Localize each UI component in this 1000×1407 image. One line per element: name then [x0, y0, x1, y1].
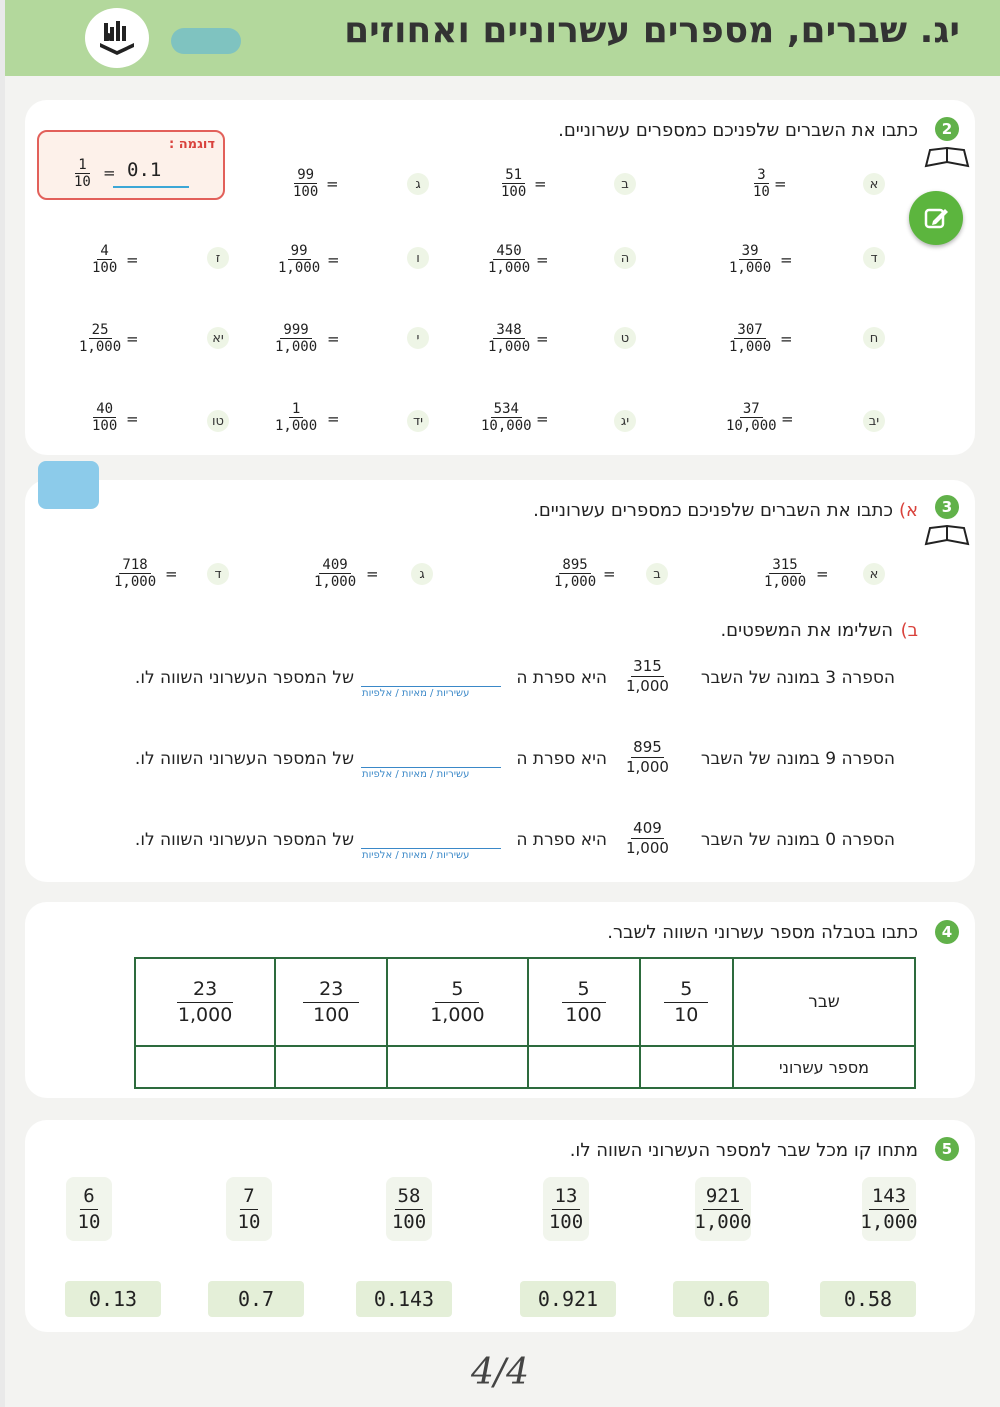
- fraction-numerator: 13: [552, 1187, 581, 1210]
- fraction-numerator: 315: [769, 558, 800, 574]
- answer-hint: עשיריות / מאיות / אלפיות: [362, 769, 470, 780]
- fraction-denominator: 100: [501, 184, 527, 200]
- fraction-denominator: 100: [92, 260, 118, 276]
- equals-sign: =: [816, 565, 829, 583]
- fraction-numerator: 23: [303, 980, 359, 1003]
- equals-sign: =: [126, 330, 139, 348]
- fraction-denominator: 1,000: [177, 1003, 233, 1026]
- item-letter: י: [407, 327, 429, 349]
- q2-item-fraction: [89, 402, 120, 433]
- q2-item-fraction: [272, 402, 320, 433]
- match-fraction[interactable]: [226, 1177, 272, 1241]
- fraction-denominator: 100: [391, 1210, 427, 1233]
- fraction-numerator: 450: [493, 244, 524, 260]
- item-letter: יב: [863, 410, 885, 432]
- fraction-numerator: 25: [89, 323, 112, 339]
- match-fraction[interactable]: [862, 1177, 916, 1241]
- fraction-denominator: 1,000: [554, 574, 597, 590]
- fraction-denominator: 1,000: [114, 574, 157, 590]
- fraction-denominator: 100: [565, 1003, 602, 1026]
- item-letter: ג: [407, 173, 429, 195]
- fraction-numerator: 6: [80, 1187, 97, 1210]
- table-cell: [135, 958, 275, 1046]
- equals-sign: =: [366, 565, 379, 583]
- equals-sign: =: [327, 410, 340, 428]
- header-decoration: [171, 28, 241, 54]
- fraction-numerator: 348: [493, 323, 524, 339]
- match-fraction[interactable]: [543, 1177, 589, 1241]
- book-icon: [924, 524, 970, 550]
- item-letter: ה: [614, 247, 636, 269]
- part-b-letter: ב): [900, 620, 918, 641]
- equals-sign: =: [781, 410, 794, 428]
- fraction-denominator: 1,000: [626, 677, 669, 695]
- q2-item-fraction: [723, 402, 780, 433]
- item-letter: טו: [207, 410, 229, 432]
- library-icon: [85, 8, 149, 68]
- sentence-fraction: [624, 821, 671, 856]
- fraction-denominator: 10: [753, 184, 770, 200]
- item-letter: יג: [614, 410, 636, 432]
- item-letter: ג: [411, 563, 433, 585]
- fraction-numerator: 5: [562, 980, 606, 1003]
- question-5-number: 5: [935, 1137, 959, 1161]
- fraction-denominator: 10: [237, 1210, 261, 1233]
- fraction-denominator: 10: [674, 1003, 699, 1026]
- item-letter: ד: [207, 563, 229, 585]
- item-letter: ב: [646, 563, 668, 585]
- q2-item-fraction: [275, 244, 323, 275]
- fraction-numerator: 315: [633, 657, 662, 675]
- fraction-numerator: 143: [869, 1187, 909, 1210]
- fraction-numerator: 23: [177, 980, 233, 1003]
- fraction-numerator: 409: [319, 558, 350, 574]
- example-box: [37, 130, 225, 200]
- equals-sign: =: [536, 251, 549, 269]
- example-underline: [113, 186, 189, 188]
- match-decimal[interactable]: 0.13: [65, 1281, 161, 1317]
- fraction-numerator: 921: [703, 1187, 743, 1210]
- fraction-numerator: 409: [633, 819, 662, 837]
- example-label: דוגמה :: [169, 137, 215, 152]
- question-4-number: 4: [935, 920, 959, 944]
- answer-hint: עשיריות / מאיות / אלפיות: [362, 688, 470, 699]
- fraction-numerator: 1: [289, 402, 303, 418]
- q2-item-fraction: [498, 168, 529, 199]
- q2-item-fraction: [485, 323, 533, 354]
- answer-cell[interactable]: [387, 1046, 527, 1088]
- equals-sign: =: [780, 330, 793, 348]
- fraction-numerator: 534: [491, 402, 522, 418]
- match-decimal[interactable]: 0.7: [208, 1281, 304, 1317]
- question-4-instruction: כתבו בטבלה מספר עשרוני השווה לשבר.: [607, 922, 918, 943]
- fraction-denominator: 1,000: [860, 1210, 918, 1233]
- fraction-denominator: 10,000: [481, 418, 532, 434]
- q2-item-fraction: [726, 323, 774, 354]
- row-header-fraction: שבר: [733, 958, 915, 1046]
- item-letter: ז: [207, 247, 229, 269]
- item-letter: ח: [863, 327, 885, 349]
- question-2-instruction: כתבו את השברים שלפניכם כמספרים עשרוניים.: [558, 120, 918, 141]
- fraction-denominator: 100: [313, 1003, 350, 1026]
- fraction-numerator: 40: [93, 402, 116, 418]
- q3-item-fraction: [551, 558, 599, 589]
- table-row: [135, 1046, 915, 1088]
- fraction-denominator: 1,000: [314, 574, 357, 590]
- equals-sign: =: [126, 251, 139, 269]
- equals-sign: =: [327, 251, 340, 269]
- fraction-denominator: 1,000: [729, 260, 772, 276]
- question-5-instruction: מתחו קו מכל שבר למספר העשרוני השווה לו.: [569, 1140, 918, 1161]
- fraction-numerator: 1: [75, 158, 89, 174]
- table-row: [135, 958, 915, 1046]
- fraction-numerator: 895: [559, 558, 590, 574]
- fraction-numerator: 999: [280, 323, 311, 339]
- sentence-fraction: [624, 740, 671, 775]
- fraction-numerator: 58: [395, 1187, 424, 1210]
- match-decimal[interactable]: 0.143: [356, 1281, 452, 1317]
- fraction-numerator: 51: [502, 168, 525, 184]
- answer-blank[interactable]: [361, 767, 501, 768]
- item-letter: א: [863, 563, 885, 585]
- fraction-denominator: 10: [77, 1210, 101, 1233]
- example-answer: 0.1: [127, 159, 162, 181]
- answer-hint: עשיריות / מאיות / אלפיות: [362, 850, 470, 861]
- q2-item-fraction: [485, 244, 533, 275]
- answer-cell[interactable]: [275, 1046, 387, 1088]
- item-letter: ב: [614, 173, 636, 195]
- sentence-end: של המספר העשרוני השווה לו.: [134, 830, 354, 850]
- item-letter: ו: [407, 247, 429, 269]
- equals-sign: =: [774, 175, 787, 193]
- q2-item-fraction: [89, 244, 120, 275]
- question-3a-instruction: כתבו את השברים שלפניכם כמספרים עשרוניים.: [533, 500, 893, 521]
- answer-cell[interactable]: [135, 1046, 275, 1088]
- fraction-denominator: 100: [92, 418, 118, 434]
- fraction-denominator: 1,000: [626, 758, 669, 776]
- answer-cell[interactable]: [528, 1046, 640, 1088]
- sentence-middle: היא ספרת ה: [516, 668, 607, 688]
- fraction-decimal-table: [134, 957, 916, 1089]
- fraction-numerator: 37: [740, 402, 763, 418]
- fraction-numerator: 99: [294, 168, 317, 184]
- fraction-denominator: 1,000: [729, 339, 772, 355]
- equals-sign: =: [536, 410, 549, 428]
- equals-sign: =: [326, 175, 339, 193]
- blue-tab-decoration: [38, 461, 99, 509]
- question-3b-instruction: השלימו את המשפטים.: [720, 620, 893, 641]
- table-cell: [387, 958, 527, 1046]
- fraction-numerator: 5: [435, 980, 479, 1003]
- fraction-numerator: 3: [754, 168, 768, 184]
- fraction-denominator: 1,000: [694, 1210, 752, 1233]
- equals-sign: =: [603, 565, 616, 583]
- q3-item-fraction: [761, 558, 809, 589]
- q2-item-fraction: [478, 402, 535, 433]
- answer-cell[interactable]: [640, 1046, 733, 1088]
- fraction-denominator: 1,000: [488, 260, 531, 276]
- answer-blank[interactable]: [361, 848, 501, 849]
- table-cell: [528, 958, 640, 1046]
- match-decimal[interactable]: 0.58: [820, 1281, 916, 1317]
- q2-item-fraction: [272, 323, 320, 354]
- sentence-end: של המספר העשרוני השווה לו.: [134, 668, 354, 688]
- fraction-denominator: 1,000: [626, 839, 669, 857]
- fraction-denominator: 1,000: [488, 339, 531, 355]
- fraction-denominator: 100: [548, 1210, 584, 1233]
- table-cell: [275, 958, 387, 1046]
- fraction-denominator: 1,000: [79, 339, 122, 355]
- page-header: [5, 0, 1000, 76]
- fraction-denominator: 1,000: [275, 339, 318, 355]
- sentence-start: הספרה 3 במונה של השבר: [700, 668, 895, 688]
- fraction-numerator: 99: [288, 244, 311, 260]
- page-number: 4/4: [471, 1352, 529, 1393]
- item-letter: יד: [407, 410, 429, 432]
- sentence-end: של המספר העשרוני השווה לו.: [134, 749, 354, 769]
- fraction-numerator: 39: [739, 244, 762, 260]
- equals-sign: =: [780, 251, 793, 269]
- item-letter: א: [863, 173, 885, 195]
- equals-sign: =: [126, 410, 139, 428]
- item-letter: ט: [614, 327, 636, 349]
- sentence-middle: היא ספרת ה: [516, 749, 607, 769]
- question-3-number: 3: [935, 495, 959, 519]
- page-title: יג. שברים, מספרים עשרוניים ואחוזים: [344, 10, 960, 51]
- match-decimal[interactable]: 0.921: [520, 1281, 616, 1317]
- equals-sign: =: [165, 565, 178, 583]
- match-fraction[interactable]: [695, 1177, 751, 1241]
- q2-item-fraction: [76, 323, 124, 354]
- answer-blank[interactable]: [361, 686, 501, 687]
- fraction-denominator: 1,000: [275, 418, 318, 434]
- fraction-denominator: 1,000: [430, 1003, 485, 1026]
- edit-pencil-button[interactable]: [909, 191, 963, 245]
- fraction-numerator: 895: [633, 738, 662, 756]
- item-letter: יא: [207, 327, 229, 349]
- sentence-start: הספרה 9 במונה של השבר: [700, 749, 895, 769]
- equals-sign: =: [103, 164, 116, 182]
- question-2-number: 2: [935, 117, 959, 141]
- q3-item-fraction: [111, 558, 159, 589]
- q2-item-fraction: [750, 168, 773, 199]
- pencil-icon: [922, 204, 950, 232]
- book-icon: [924, 146, 970, 172]
- fraction-numerator: 4: [97, 244, 111, 260]
- sentence-fraction: [624, 659, 671, 694]
- fraction-numerator: 5: [664, 980, 708, 1003]
- q3-item-fraction: [311, 558, 359, 589]
- sentence-middle: היא ספרת ה: [516, 830, 607, 850]
- fraction-denominator: 10,000: [726, 418, 777, 434]
- part-a-letter: א): [898, 500, 918, 521]
- equals-sign: =: [536, 330, 549, 348]
- table-cell: [640, 958, 733, 1046]
- fraction-numerator: 307: [734, 323, 765, 339]
- equals-sign: =: [534, 175, 547, 193]
- match-fraction[interactable]: [66, 1177, 112, 1241]
- q2-item-fraction: [726, 244, 774, 275]
- fraction-denominator: 10: [74, 174, 91, 190]
- sentence-start: הספרה 0 במונה של השבר: [700, 830, 895, 850]
- fraction-denominator: 100: [293, 184, 319, 200]
- row-header-decimal: מספר עשרוני: [733, 1046, 915, 1088]
- fraction-numerator: 7: [240, 1187, 257, 1210]
- fraction-denominator: 1,000: [278, 260, 321, 276]
- example-fraction: [71, 158, 94, 189]
- fraction-numerator: 718: [119, 558, 150, 574]
- match-decimal[interactable]: 0.6: [673, 1281, 769, 1317]
- fraction-denominator: 1,000: [764, 574, 807, 590]
- q2-item-fraction: [290, 168, 321, 199]
- equals-sign: =: [327, 330, 340, 348]
- match-fraction[interactable]: [386, 1177, 432, 1241]
- item-letter: ד: [863, 247, 885, 269]
